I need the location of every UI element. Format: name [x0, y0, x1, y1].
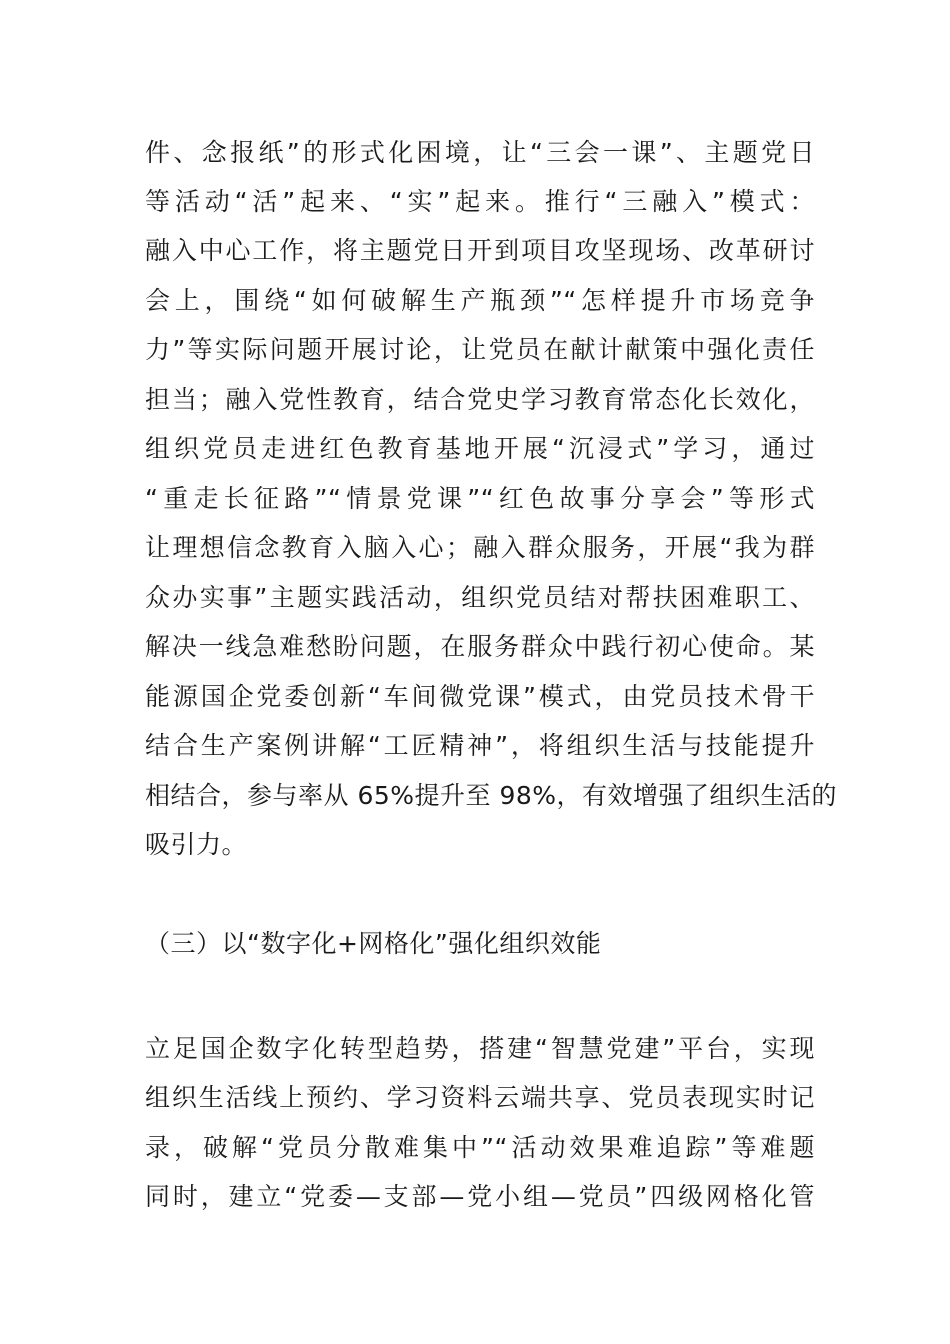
paragraph-1-line-3: 融入中心工作，将主题党日开到项目攻坚现场、改革研讨 — [145, 236, 815, 265]
paragraph-1-line-5: 力”等实际问题开展讨论，让党员在献计献策中强化责任 — [145, 335, 815, 364]
paragraph-1-line-10: 众办实事”主题实践活动，组织党员结对帮扶困难职工、 — [145, 583, 815, 612]
paragraph-1-line-14: 相结合，参与率从 65%提升至 98%，有效增强了组织生活的 — [145, 781, 838, 810]
paragraph-1-line-15: 吸引力。 — [145, 830, 248, 859]
paragraph-1-line-11: 解决一线急难愁盼问题，在服务群众中践行初心使命。某 — [145, 632, 815, 661]
paragraph-1-line-13: 结合生产案例讲解“工匠精神”，将组织生活与技能提升 — [145, 731, 815, 760]
paragraph-2-line-3: 录，破解“党员分散难集中”“活动效果难追踪”等难题 — [145, 1133, 815, 1162]
paragraph-2-line-4: 同时，建立“党委—支部—党小组—党员”四级网格化管 — [145, 1182, 815, 1211]
paragraph-1-line-6: 担当；融入党性教育，结合党史学习教育常态化长效化， — [145, 385, 815, 414]
paragraph-1-line-9: 让理想信念教育入脑入心；融入群众服务，开展“我为群 — [145, 533, 815, 562]
paragraph-1-line-12: 能源国企党委创新“车间微党课”模式，由党员技术骨干 — [145, 682, 815, 711]
section-heading: （三）以“数字化+网格化”强化组织效能 — [145, 929, 602, 958]
paragraph-1-line-7: 组织党员走进红色教育基地开展“沉浸式”学习，通过 — [145, 434, 815, 463]
paragraph-1-line-8: “重走长征路”“情景党课”“红色故事分享会”等形式 — [145, 484, 815, 513]
paragraph-2-line-2: 组织生活线上预约、学习资料云端共享、党员表现实时记 — [145, 1083, 815, 1112]
paragraph-1-line-1: 件、念报纸”的形式化困境，让“三会一课”、主题党日 — [145, 138, 815, 167]
paragraph-1-line-4: 会上，围绕“如何破解生产瓶颈”“怎样提升市场竞争 — [145, 286, 815, 315]
paragraph-2-line-1: 立足国企数字化转型趋势，搭建“智慧党建”平台，实现 — [145, 1034, 815, 1063]
paragraph-1-line-2: 等活动“活”起来、“实”起来。推行“三融入”模式： — [145, 187, 815, 216]
